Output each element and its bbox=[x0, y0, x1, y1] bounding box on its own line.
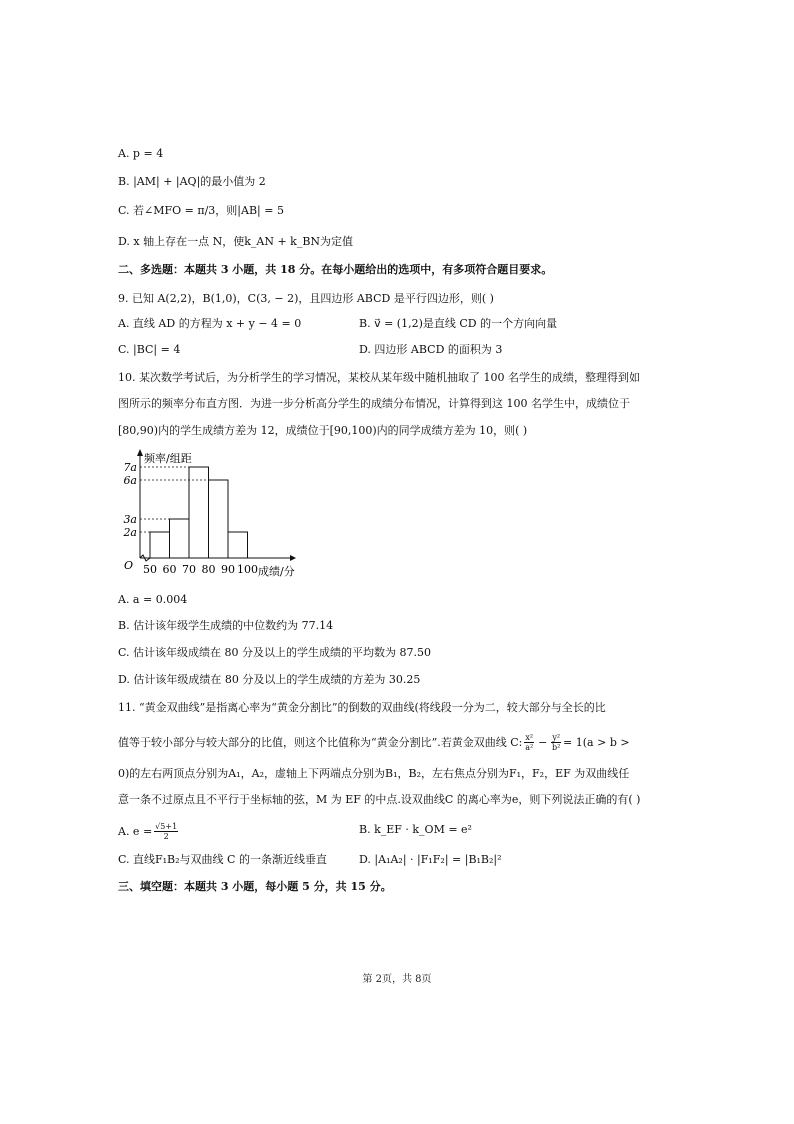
q9-option-c: C. |BC| = 4 bbox=[118, 343, 181, 356]
q11-line2-text: 值等于较小部分与较大部分的比值，则这个比值称为“黄金分割比”.若黄金双曲线 C: bbox=[118, 735, 523, 749]
fraction-denominator: 2 bbox=[163, 832, 169, 841]
q9-option-a: A. 直线 AD 的方程为 x + y − 4 = 0 bbox=[118, 317, 302, 330]
x-tick-label: 80 bbox=[201, 563, 216, 576]
q11-option-b: B. k_EF · k_OM = e² bbox=[359, 823, 472, 836]
histogram-bar bbox=[228, 532, 248, 558]
q8-option-b: B. |AM| + |AQ|的最小值为 2 bbox=[118, 175, 266, 188]
histogram-bar bbox=[209, 480, 229, 558]
fraction-golden bbox=[154, 822, 178, 841]
y-axis-arrow bbox=[137, 449, 143, 456]
y-tick-label: 6a bbox=[123, 474, 137, 487]
origin-label: O bbox=[124, 559, 134, 572]
q11-stem-line-2 bbox=[118, 733, 678, 752]
fraction-denominator: b² bbox=[552, 743, 561, 752]
x-tick-label: 60 bbox=[162, 563, 177, 576]
histogram-bar bbox=[189, 467, 209, 558]
histogram-bar bbox=[150, 532, 170, 558]
y-tick-label: 2a bbox=[123, 526, 137, 539]
x-tick-label: 70 bbox=[182, 563, 196, 576]
q11-option-a bbox=[118, 822, 178, 841]
q8-option-d: D. x 轴上存在一点 N，使k_AN + k_BN为定值 bbox=[118, 235, 354, 248]
frequency-histogram bbox=[112, 448, 312, 580]
y-tick-label: 3a bbox=[123, 513, 137, 526]
q10-option-c: C. 估计该年级成绩在 80 分及以上的学生成绩的平均数为 87.50 bbox=[118, 646, 431, 659]
y-tick-label: 7a bbox=[123, 461, 137, 474]
q9-option-d: D. 四边形 ABCD 的面积为 3 bbox=[359, 343, 503, 356]
q11-option-c: C. 直线F₁B₂与双曲线 C 的一条渐近线垂直 bbox=[118, 853, 327, 866]
y-axis-title: 频率/组距 bbox=[144, 452, 192, 465]
q10-stem-line-3: [80,90)内的学生成绩方差为 12，成绩位于[90,100)内的同学成绩方差为 10，则( ) bbox=[118, 424, 528, 437]
q10-option-b: B. 估计该年级学生成绩的中位数约为 77.14 bbox=[118, 619, 334, 632]
section2-heading: 二、多选题：本题共 3 小题，共 18 分。在每小题给出的选项中，有多项符合题目要求。 bbox=[118, 263, 553, 276]
q11-stem-line-4: 意一条不过原点且不平行于坐标轴的弦，M 为 EF 的中点.设双曲线C 的离心率为e，则下列说法正确的有( ) bbox=[118, 793, 641, 806]
section3-heading: 三、填空题：本题共 3 小题，每小题 5 分，共 15 分。 bbox=[118, 880, 392, 893]
fraction-x2-a2 bbox=[524, 733, 534, 752]
page-footer: 第 2页，共 8页 bbox=[362, 974, 432, 985]
x-axis-arrow bbox=[290, 555, 296, 561]
q9-stem: 9. 已知 A(2,2)，B(1,0)，C(3, − 2)，且四边形 ABCD 是平行四边形，则( ) bbox=[118, 292, 494, 305]
histogram-bar bbox=[170, 519, 190, 558]
x-axis-title: 成绩/分 bbox=[258, 565, 295, 578]
q10-option-a: A. a = 0.004 bbox=[118, 593, 188, 606]
q11-option-a-prefix: A. e = bbox=[118, 824, 153, 838]
q10-stem-line-2: 图所示的频率分布直方图．为进一步分析高分学生的成绩分布情况，计算得到这 100 名学生中，成绩位于 bbox=[118, 397, 630, 410]
q8-option-c: C. 若∠MFO = π/3，则|AB| = 5 bbox=[118, 204, 284, 217]
q10-option-d: D. 估计该年级成绩在 80 分及以上的学生成绩的方差为 30.25 bbox=[118, 673, 421, 686]
q10-stem-line-1: 10. 某次数学考试后，为分析学生的学习情况，某校从某年级中随机抽取了 100 名学生的成绩，整理得到如 bbox=[118, 371, 640, 384]
x-tick-label: 100 bbox=[237, 563, 258, 576]
fraction-numerator: √5+1 bbox=[155, 822, 178, 831]
q11-stem-line-1: 11. “黄金双曲线”是指离心率为“黄金分割比”的倒数的双曲线(将线段一分为二，较大部分与全长的比 bbox=[118, 701, 606, 714]
q9-option-b: B. v⃗ = (1,2)是直线 CD 的一个方向向量 bbox=[359, 317, 558, 330]
q11-option-d: D. |A₁A₂| · |F₁F₂| = |B₁B₂|² bbox=[359, 853, 502, 866]
x-tick-label: 90 bbox=[221, 563, 235, 576]
x-tick-label: 50 bbox=[143, 563, 157, 576]
q11-line2-tail: = 1(a > b > bbox=[563, 735, 630, 749]
fraction-numerator: y² bbox=[552, 733, 561, 742]
fraction-y2-b2 bbox=[551, 733, 561, 752]
fraction-denominator: a² bbox=[525, 743, 534, 752]
minus-sign: − bbox=[538, 735, 548, 749]
fraction-numerator: x² bbox=[525, 733, 534, 742]
q11-stem-line-3: 0)的左右两顶点分别为A₁，A₂，虚轴上下两端点分别为B₁，B₂，左右焦点分别为F₁，F₂，EF 为双曲线任 bbox=[118, 767, 630, 780]
q8-option-a: A. p = 4 bbox=[118, 147, 164, 160]
